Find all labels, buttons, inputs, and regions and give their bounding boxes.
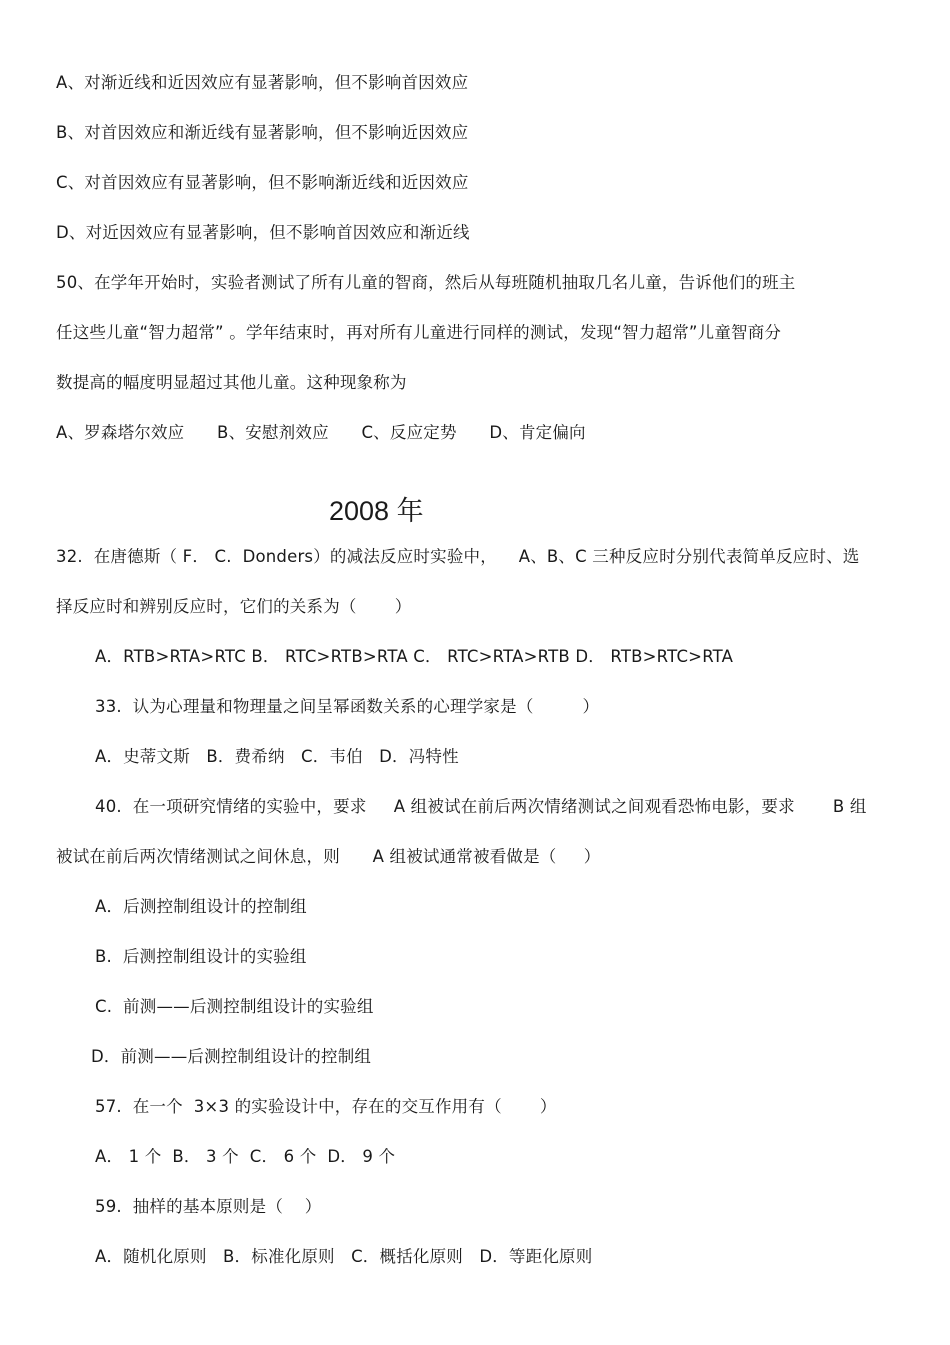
question-40-option-a: A．后测控制组设计的控制组 [95,897,307,916]
question-32-line-2: 择反应时和辨别反应时，它们的关系为（ ） [56,597,412,616]
option-b-line: B、对首因效应和渐近线有显著影响，但不影响近因效应 [56,123,469,142]
question-59-stem: 59. 抽样的基本原则是（ ） [95,1197,322,1216]
section-year-heading: 2008 年 [329,496,424,526]
question-40-line-1: 40. 在一项研究情绪的实验中，要求 A 组被试在前后两次情绪测试之间观看恐怖电影，要求 B 组 [95,797,867,816]
question-57-options: A． 1 个 B． 3 个 C． 6 个 D． 9 个 [95,1147,396,1166]
option-c-line: C、对首因效应有显著影响，但不影响渐近线和近因效应 [56,173,469,192]
question-57-stem: 57. 在一个 3×3 的实验设计中，存在的交互作用有（ ） [95,1097,557,1116]
question-50-line-3: 数提高的幅度明显超过其他儿童。这种现象称为 [56,373,407,392]
question-50-line-1: 50、在学年开始时，实验者测试了所有儿童的智商，然后从每班随机抽取几名儿童，告诉他们的班主 [56,273,796,292]
question-59-options: A．随机化原则 B．标准化原则 C．概括化原则 D．等距化原则 [95,1247,593,1266]
question-50-options: A、罗森塔尔效应 B、安慰剂效应 C、反应定势 D、肯定偏向 [56,423,586,442]
question-40-option-c: C. 前测——后测控制组设计的实验组 [95,997,374,1016]
question-40-option-b: B. 后测控制组设计的实验组 [95,947,307,966]
question-50-line-2: 任这些儿童“智力超常” 。学年结束时，再对所有儿童进行同样的测试，发现“智力超常”儿童智商分 [56,323,782,342]
question-40-option-d: D．前测——后测控制组设计的控制组 [91,1047,372,1066]
option-d-line: D、对近因效应有显著影响，但不影响首因效应和渐近线 [56,223,470,242]
question-33-stem: 33. 认为心理量和物理量之间呈幂函数关系的心理学家是（ ） [95,697,600,716]
question-32-line-1: 32. 在唐德斯（ F． C. Donders）的减法反应时实验中， A、B、C 三种反应时分别代表简单反应时、选 [56,547,860,566]
option-a-line: A、对渐近线和近因效应有显著影响，但不影响首因效应 [56,73,469,92]
question-40-line-2: 被试在前后两次情绪测试之间休息，则 A 组被试通常被看做是（ ） [56,847,601,866]
question-33-options: A．史蒂文斯 B．费希纳 C．韦伯 D．冯特性 [95,747,459,766]
question-32-options: A．RTB>RTA>RTC B． RTC>RTB>RTA C． RTC>RTA>RTB D． RTB>RTC>RTA [95,647,734,666]
